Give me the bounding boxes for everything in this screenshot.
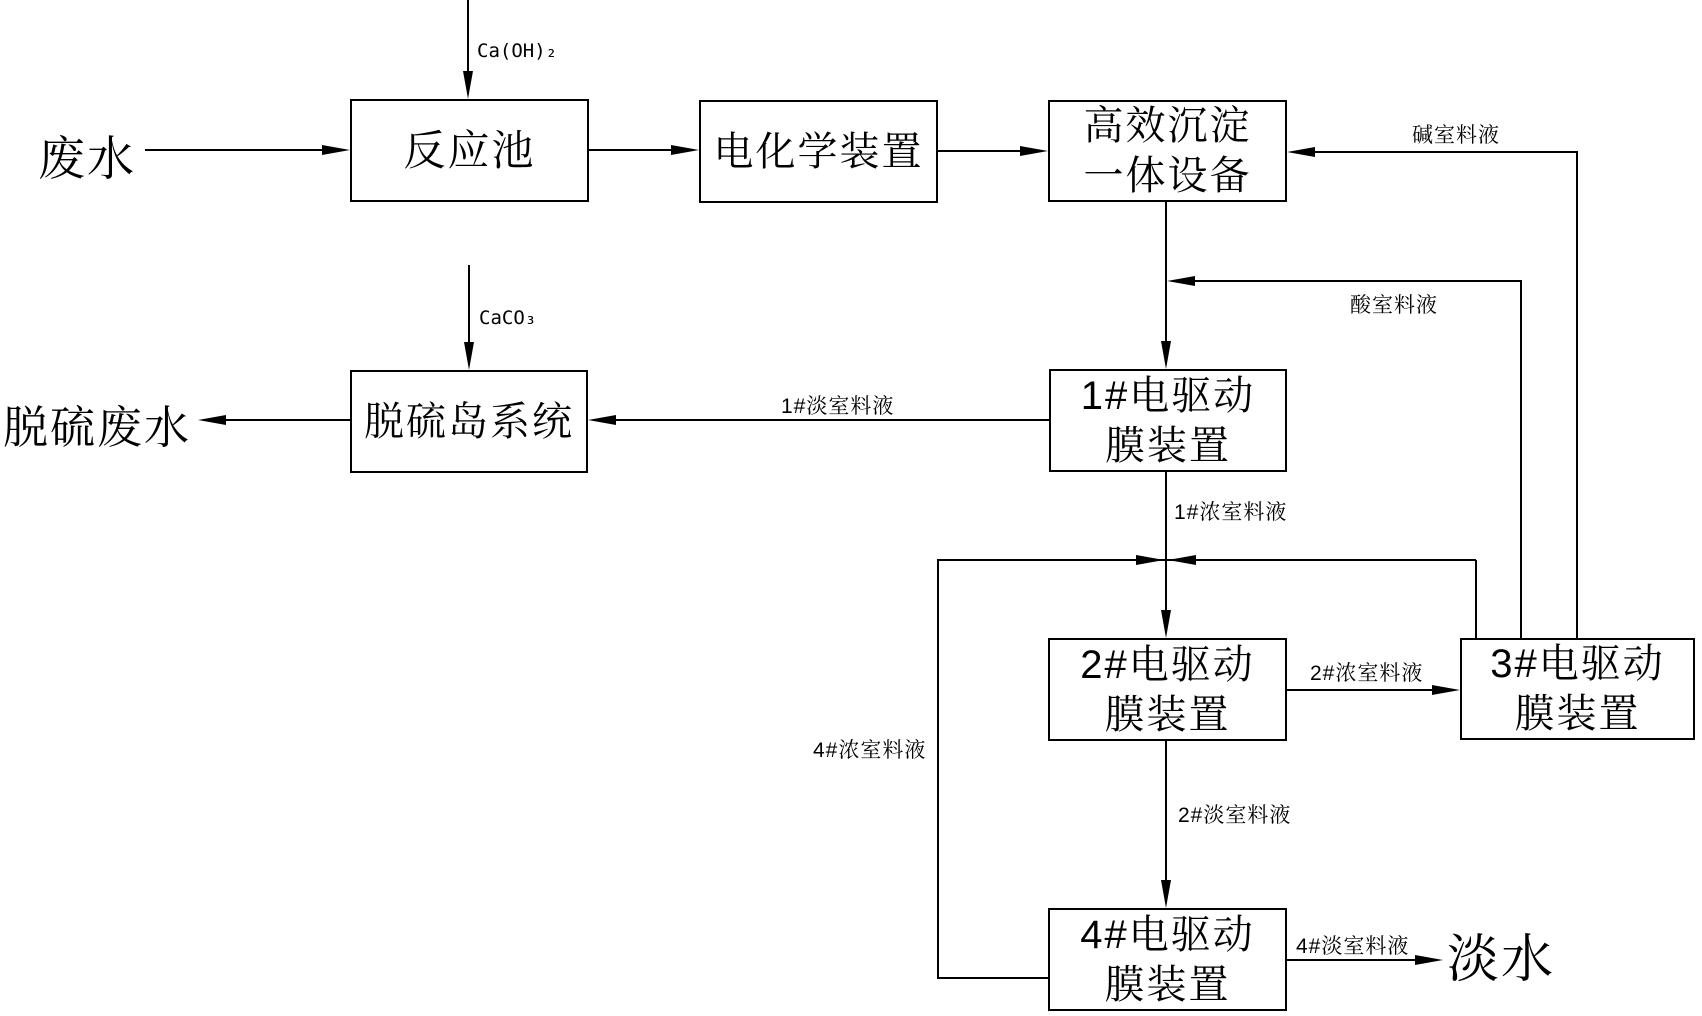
membrane1-box-label-line1: 1#电驱动 [1080,373,1256,418]
flow-line-m2-dilute [1165,741,1167,882]
desulfurization-island-box-label: 脱硫岛系统 [364,399,574,444]
flow-line-wastewater-to-reaction [145,149,330,151]
flow-line-sedimentation-to-membrane1 [1165,202,1167,343]
wastewater-label: 废水 [38,132,136,185]
m1-dilute-flow-label: 1#淡室料液 [781,395,895,418]
flow-line-alkali-riser [1576,151,1578,638]
flow-line-m1-concentrate [1165,472,1167,612]
m2-concentrate-flow-label: 2#浓室料液 [1310,662,1424,685]
arrowhead-fresh-water [1415,955,1443,965]
flow-line-acid-return [1193,280,1522,282]
arrowhead-alkali-into-sedimentation [1287,147,1315,157]
membrane4-box-label-line1: 4#电驱动 [1080,912,1255,957]
m4-dilute-flow-label: 4#淡室料液 [1296,935,1410,958]
electrochemical-box-label: 电化学装置 [713,129,924,174]
flow-line-caco3-dosing [468,265,470,344]
sedimentation-box-label-line1: 高效沉淀 [1083,104,1252,148]
arrowhead-into-membrane3 [1432,685,1460,695]
membrane2-box [1048,638,1287,741]
flow-line-electrochemical-to-sedimentation [938,150,1026,152]
arrowhead-acid-join [1167,276,1195,286]
flow-line-desulf-out [222,419,350,421]
membrane1-box [1049,369,1287,472]
calcium-carbonate-label: CaCO₃ [479,307,537,329]
m2-dilute-flow-label: 2#淡室料液 [1178,804,1292,827]
arrowhead-junction-from-right [1168,555,1196,565]
lime-label: Ca(OH)₂ [477,40,558,62]
membrane3-box-label-line1: 3#电驱动 [1490,642,1665,686]
arrowhead-into-desulfurization [588,415,616,425]
membrane2-box-label-line1: 2#电驱动 [1080,642,1255,687]
membrane3-box [1460,638,1695,740]
arrowhead-desulf-wastewater [198,415,226,425]
membrane4-box [1048,908,1287,1011]
membrane3-box-label-line2: 膜装置 [1514,692,1641,736]
arrowhead-into-membrane4 [1161,880,1171,908]
flow-line-m2-concentrate [1287,689,1436,691]
desulfurization-wastewater-label: 脱硫废水 [3,402,192,453]
flow-line-m4-concentrate-out [937,977,1048,979]
flow-line-m4-concentrate-riser [937,559,939,978]
desulfurization-island-box [350,370,588,473]
arrowhead-into-reaction-pool [322,145,350,155]
fresh-water-label: 淡水 [1447,931,1556,989]
arrowhead-into-sedimentation [1020,146,1048,156]
arrowhead-lime-into-reaction-pool [463,71,473,99]
arrowhead-into-membrane2 [1161,610,1171,638]
sedimentation-box [1048,100,1287,202]
flow-line-m4-dilute [1287,959,1417,961]
reaction-pool-box-label: 反应池 [403,126,536,174]
membrane2-box-label-line2: 膜装置 [1104,692,1231,737]
flow-line-reaction-to-electrochemical [589,149,677,151]
arrowhead-into-electrochemical [671,145,699,155]
alkali-chamber-flow-label: 碱室料液 [1412,124,1500,147]
m1-concentrate-flow-label: 1#浓室料液 [1174,501,1288,524]
flow-line-m1-dilute [612,419,1049,421]
flow-line-lime-dosing [467,0,469,75]
flow-line-m3-return-riser [1475,560,1477,638]
arrowhead-caco3-into-desulfurization [464,342,474,370]
membrane1-box-label-line2: 膜装置 [1105,423,1231,468]
arrowhead-into-membrane1 [1161,341,1171,369]
electrochemical-box [699,100,938,203]
sedimentation-box-label-line2: 一体设备 [1083,154,1252,198]
flow-line-alkali-return [1310,151,1578,153]
m4-concentrate-flow-label: 4#浓室料液 [813,739,927,762]
flow-line-junction [938,559,1476,561]
membrane4-box-label-line2: 膜装置 [1104,962,1231,1007]
flow-line-acid-riser [1520,281,1522,638]
acid-chamber-flow-label: 酸室料液 [1350,294,1438,317]
arrowhead-junction-from-left [1136,555,1164,565]
reaction-pool-box [350,99,589,202]
